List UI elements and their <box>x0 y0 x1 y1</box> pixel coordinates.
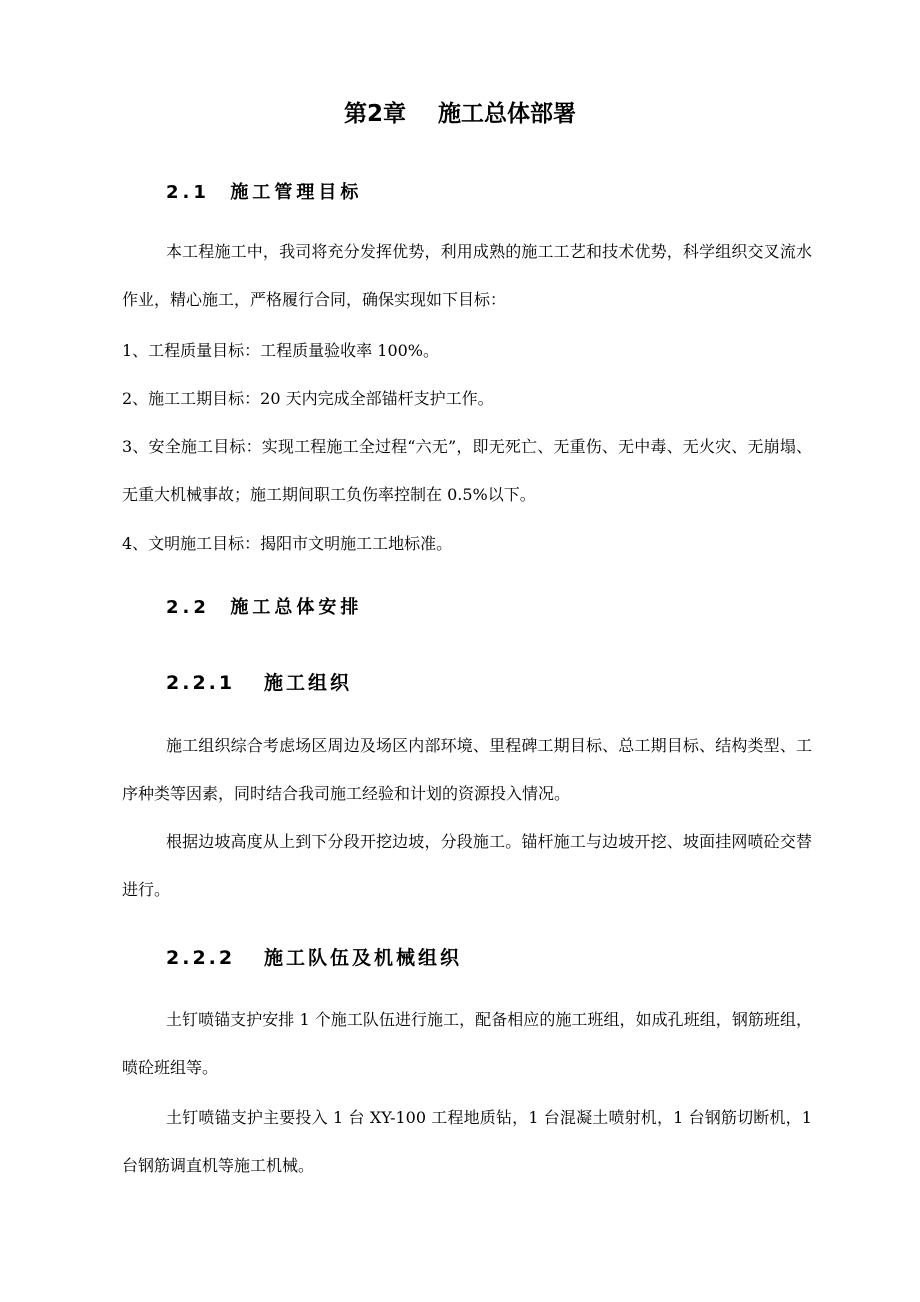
section-2-2-2-heading: 2.2.2 施工队伍及机械组织 <box>166 947 462 969</box>
chapter-title: 第2章 施工总体部署 <box>343 101 577 127</box>
section-2-2-1-paragraph-2: 根据边坡高度从上到下分段开挖边坡，分段施工。锚杆施工与边坡开挖、坡面挂网喷砼交替进行。 <box>122 832 812 899</box>
section-2-2-heading: 2.2 施工总体安排 <box>166 597 363 618</box>
goal-item-safety: 3、安全施工目标：实现工程施工全过程“六无”，即无死亡、无重伤、无中毒、无火灾、无崩塌、无重大机械事故；施工期间职工负伤率控制在 0.5%以下。 <box>122 437 812 504</box>
section-2-2-1-heading: 2.2.1 施工组织 <box>166 672 352 694</box>
section-2-1-intro: 本工程施工中，我司将充分发挥优势，利用成熟的施工工艺和技术优势，科学组织交叉流水作业，精心施工，严格履行合同，确保实现如下目标： <box>122 242 812 309</box>
section-2-2-1-paragraph-1: 施工组织综合考虑场区周边及场区内部环境、里程碑工期目标、总工期目标、结构类型、工序种类等因素，同时结合我司施工经验和计划的资源投入情况。 <box>122 736 812 803</box>
goal-item-quality: 1、工程质量目标：工程质量验收率 100%。 <box>122 341 440 360</box>
section-2-1-heading: 2.1 施工管理目标 <box>166 182 363 203</box>
section-2-2-2-paragraph-2: 土钉喷锚支护主要投入 1 台 XY-100 工程地质钻，1 台混凝土喷射机，1 台钢筋切断机，1 台钢筋调直机等施工机械。 <box>122 1108 812 1175</box>
goal-item-civilized: 4、文明施工目标：揭阳市文明施工工地标准。 <box>122 534 453 553</box>
goal-item-schedule: 2、施工工期目标：20 天内完成全部锚杆支护工作。 <box>122 389 494 408</box>
section-2-2-2-paragraph-1: 土钉喷锚支护安排 1 个施工队伍进行施工，配备相应的施工班组，如成孔班组，钢筋班组，喷砼班组等。 <box>122 1010 812 1077</box>
